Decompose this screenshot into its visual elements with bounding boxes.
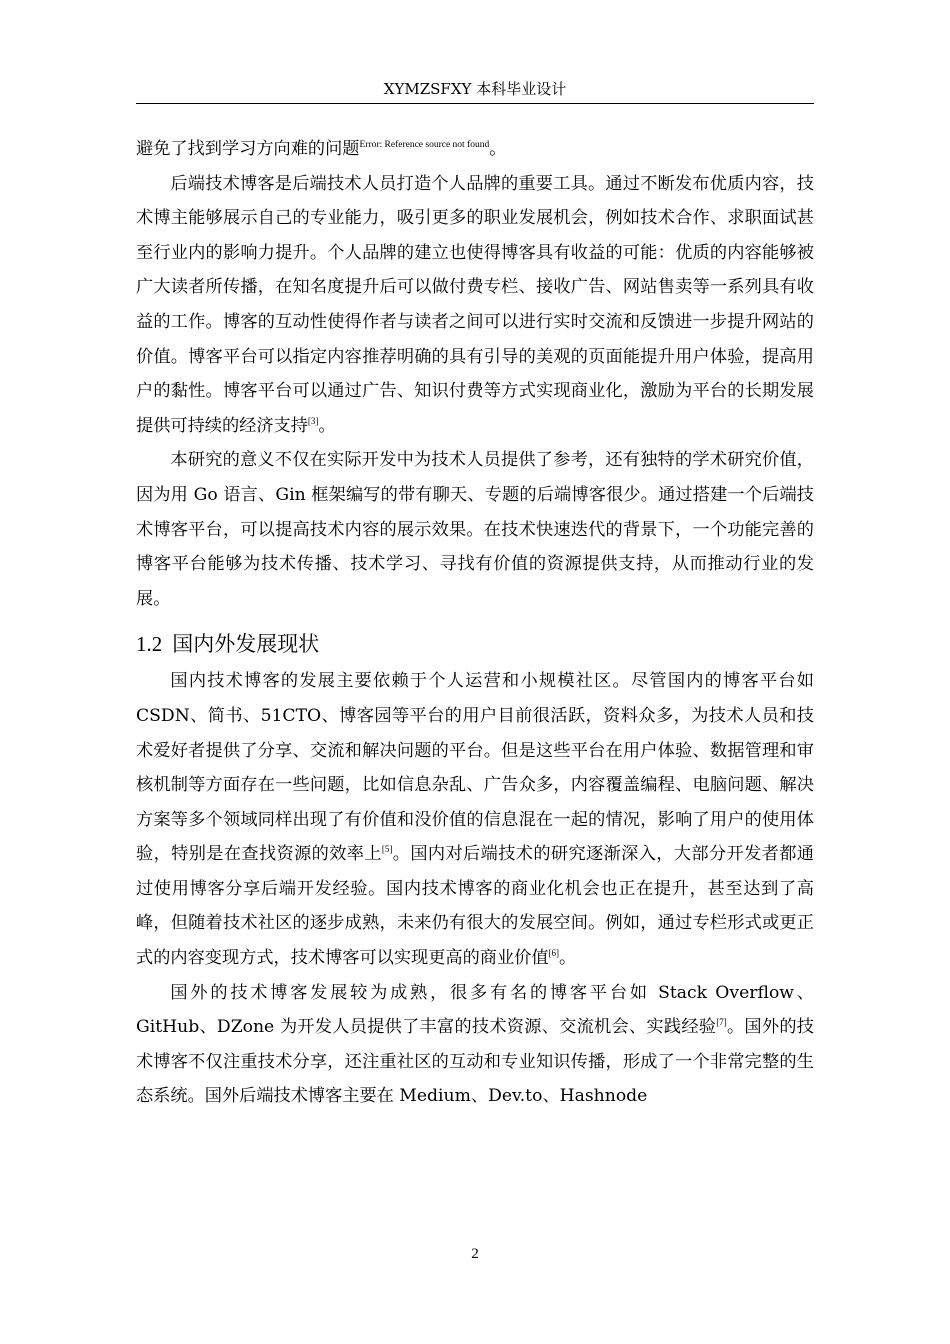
- citation: [7]: [716, 1017, 727, 1028]
- paragraph-foreign: [136, 976, 814, 1114]
- section-heading: [136, 629, 814, 659]
- paragraph-text: 避免了找到学习方向难的问题: [136, 139, 360, 159]
- paragraph-text: 国外的技术博客发展较为成熟，很多有名的博客平台如 Stack Overflow、GitHub、DZone 为开发人员提供了丰富的技术资源、交流机会、实践经验: [136, 982, 814, 1038]
- paragraph-end: 。: [489, 139, 507, 159]
- header-rule: [136, 103, 814, 104]
- paragraph-text: 。国内对后端技术的研究逐渐深入，大部分开发者都通过使用博客分享后端开发经验。国内技术博客的商业化机会也正在提升，甚至达到了高峰，但随着技术社区的逐步成熟，未来仍有很大的发展空间。例如，通过专栏形式或更正式的内容变现方式，技术博客可以实现更高的商业价值: [136, 844, 814, 969]
- paragraph-end: 。: [318, 415, 336, 436]
- paragraph-personal-brand: [136, 167, 814, 444]
- paragraph-continuation: [136, 132, 814, 167]
- paragraph-text: 国内技术博客的发展主要依赖于个人运营和小规模社区。尽管国内的博客平台如 CSDN、简书、51CTO、博客园等平台的用户目前很活跃，资料众多，为技术人员和技术爱好者提供了分享、交流和解决问题的平台。但是这些平台在用户体验、数据管理和审核机制等方面存在一些问题，比如信息杂乱、广告众多，内容覆盖编程、电脑问题、解决方案等多个领域同样出现了有价值和没价值的信息混在一起的情况，影响了用户的使用体验，特别是在查找资源的效率上: [136, 671, 814, 865]
- section-number: 1.2: [136, 632, 163, 657]
- page-header: XYMZSFXY 本科毕业设计: [383, 80, 567, 98]
- section-title: 国内外发展现状: [172, 632, 320, 657]
- reference-error: Error: Reference source not found: [359, 140, 490, 150]
- paragraph-text: 本研究的意义不仅在实际开发中为技术人员提供了参考，还有独特的学术研究价值，因为用 Go 语言、Gin 框架编写的带有聊天、专题的后端博客很少。通过搭建一个后端技术博客平台，可以提高技术内容的展示效果。在技术快速迭代的背景下，一个功能完善的博客平台能够为技术传播、技术学习、寻找有价值的资源提供支持，从而推动行业的发展。: [136, 450, 814, 609]
- page-number: 2: [471, 1246, 479, 1262]
- document-body: [136, 132, 814, 1114]
- citation: [6]: [548, 948, 560, 959]
- paragraph-text: 。国外的技术博客不仅注重技术分享，还注重社区的互动和专业知识传播，形成了一个非常完整的生态系统。国外后端技术博客主要在 Medium、Dev.to、Hashnode: [136, 1017, 814, 1107]
- paragraph-text: 后端技术博客是后端技术人员打造个人品牌的重要工具。通过不断发布优质内容，技术博主能够展示自己的专业能力，吸引更多的职业发展机会，例如技术合作、求职面试甚至行业内的影响力提升。个人品牌的建立也使得博客具有收益的可能：优质的内容能够被广大读者所传播，在知名度提升后可以做付费专栏、接收广告、网站售卖等一系列具有收益的工作。博客的互动性使得作者与读者之间可以进行实时交流和反馈进一步提升网站的价值。博客平台可以指定内容推荐明确的具有引导的美观的页面能提升用户体验，提高用户的黏性。博客平台可以通过广告、知识付费等方式实现商业化，激励为平台的长期发展提供可持续的经济支持: [136, 173, 814, 436]
- paragraph-domestic: [136, 664, 814, 975]
- citation: [3]: [307, 415, 319, 426]
- citation: [5]: [381, 844, 393, 855]
- paragraph-end: 。: [559, 948, 577, 969]
- paragraph-significance: [136, 443, 814, 616]
